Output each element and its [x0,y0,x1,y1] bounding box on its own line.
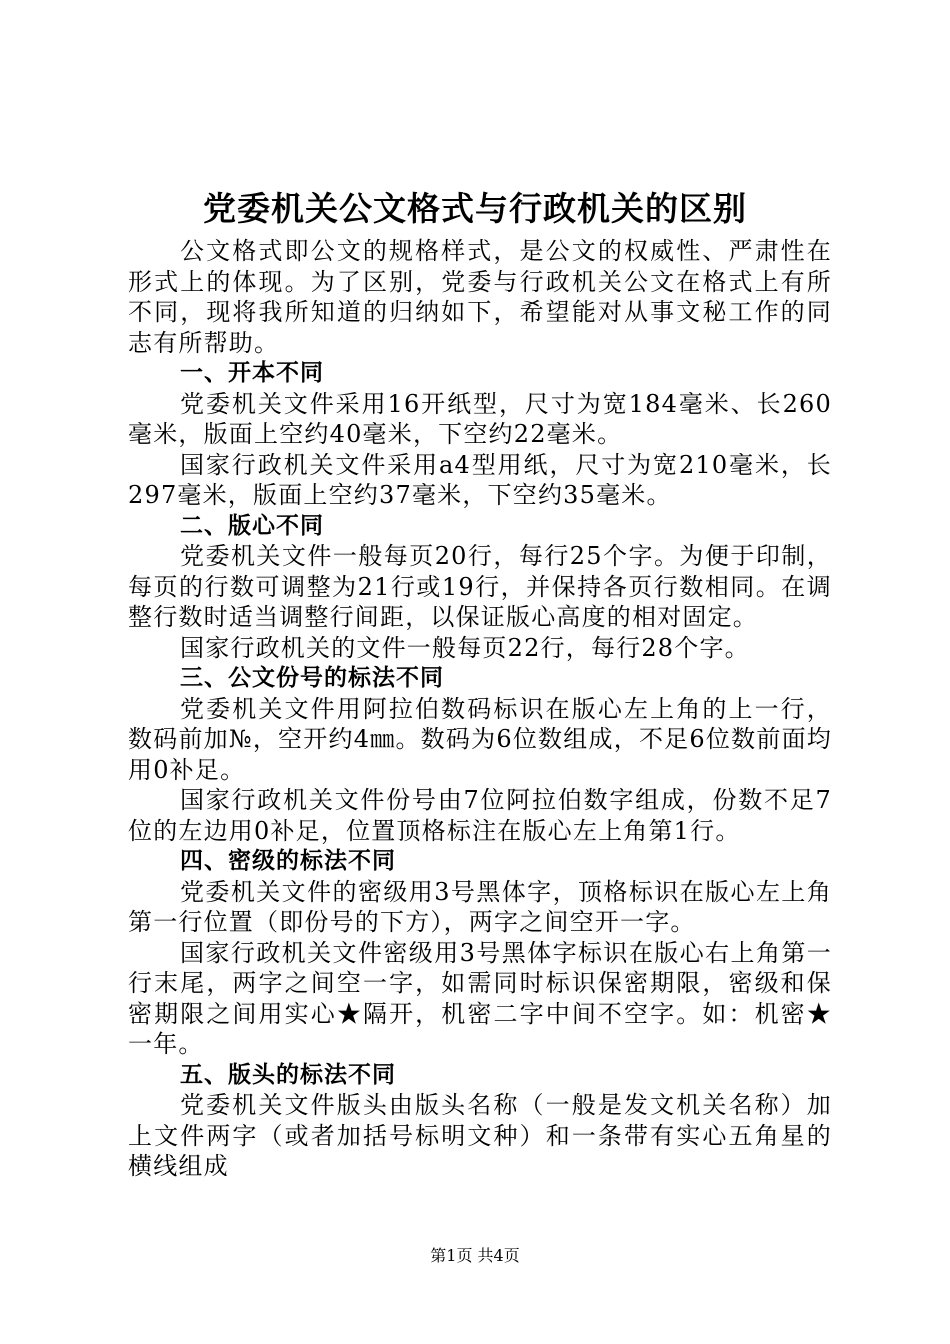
document-title: 党委机关公文格式与行政机关的区别 [203,189,747,228]
section-heading-3: 三、公文份号的标法不同 [180,665,444,691]
intro-paragraph: 公文格式即公文的规格样式，是公文的权威性、严肃性在形式上的体现。为了区别，党委与行政机关公文在格式上有所不同，现将我所知道的归纳如下，希望能对从事文秘工作的同志有所帮助。 [128,237,832,357]
body-paragraph: 党委机关文件一般每页20行，每行25个字。为便于印制，每页的行数可调整为21行或19行，并保持各页行数相同。在调整行数时适当调整行间距，以保证版心高度的相对固定。 [128,542,832,631]
body-paragraph: 党委机关文件用阿拉伯数码标识在版心左上角的上一行，数码前加№，空开约4㎜。数码为6位数组成，不足6位数前面均用0补足。 [128,694,832,784]
body-paragraph: 党委机关文件采用16开纸型，尺寸为宽184毫米、长260毫米，版面上空约40毫米，下空约22毫米。 [128,389,832,448]
section-heading-5: 五、版头的标法不同 [180,1061,396,1088]
body-paragraph: 国家行政机关的文件一般每页22行，每行28个字。 [180,633,750,662]
page-footer: 第1页 共4页 [430,1246,520,1265]
body-paragraph: 党委机关文件的密级用3号黑体字，顶格标识在版心左上角第一行位置（即份号的下方），两字之间空开一字。 [128,877,832,936]
section-heading-1: 一、开本不同 [180,360,324,386]
body-paragraph: 国家行政机关文件采用a4型用纸，尺寸为宽210毫米，长297毫米，版面上空约37毫米，下空约35毫米。 [128,450,832,509]
document-body [128,236,832,1182]
section-heading-4: 四、密级的标法不同 [180,848,396,874]
body-paragraph: 党委机关文件版头由版头名称（一般是发文机关名称）加上文件两字（或者加括号标明文种）和一条带有实心五角星的横线组成 [128,1091,832,1180]
body-paragraph: 国家行政机关文件密级用3号黑体字标识在版心右上角第一行末尾，两字之间空一字，如需同时标识保密期限，密级和保密期限之间用实心★隔开，机密二字中间不空字。如：机密★一年。 [128,938,832,1058]
body-paragraph: 国家行政机关文件份号由7位阿拉伯数字组成，份数不足7位的左边用0补足，位置顶格标注在版心左上角第1行。 [128,786,832,845]
section-heading-2: 二、版心不同 [180,512,324,539]
